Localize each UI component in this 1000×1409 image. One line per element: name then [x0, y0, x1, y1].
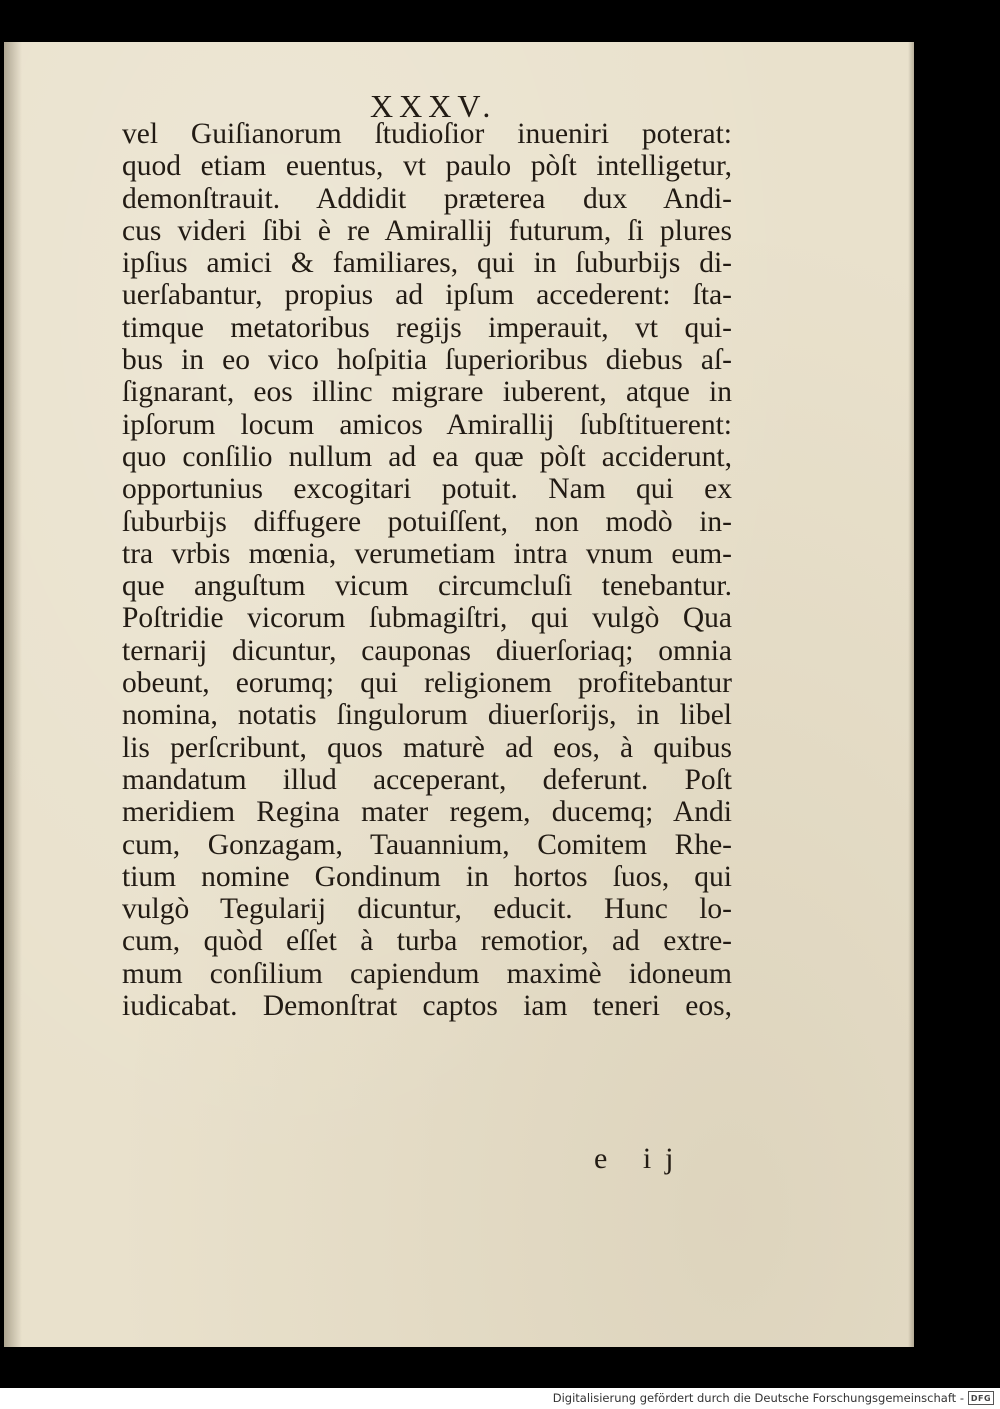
signature-mark: e ij	[594, 1142, 688, 1175]
body-text	[122, 118, 732, 1022]
text-line: tium nomine Gondinum in hortos ſuos, qui	[122, 860, 732, 893]
text-line: cum, Gonzagam, Tauannium, Comitem Rhe-	[122, 828, 732, 861]
text-line: bus in eo vico hoſpitia ſuperioribus diebus aſ-	[122, 344, 732, 377]
text-line: demonſtrauit. Addidit præterea dux Andi-	[122, 182, 732, 215]
text-line: ternarij dicuntur, cauponas diuerſoriaq; omnia	[122, 634, 732, 667]
footer-bar	[0, 1388, 1000, 1409]
text-line: ſuburbijs diffugere potuiſſent, non modò in-	[122, 505, 732, 538]
text-line: timque metatoribus regijs imperauit, vt qui-	[122, 311, 732, 344]
text-line: cum, quòd eſſet à turba remotior, ad extre-	[122, 925, 732, 958]
dfg-logo: DFG	[968, 1391, 994, 1405]
text-line: uerſabantur, propius ad ipſum accederent: ſta-	[122, 279, 732, 312]
text-line: Poſtridie vicorum ſubmagiſtri, qui vulgò Qua	[122, 602, 732, 635]
text-line: nomina, notatis ſingulorum diuerſorijs, in libel	[122, 699, 732, 732]
text-line: mum conſilium capiendum maximè idoneum	[122, 957, 732, 990]
text-line: lis perſcribunt, quos maturè ad eos, à quibus	[122, 731, 732, 764]
gutter-shadow	[4, 42, 22, 1347]
text-line: opportunius excogitari potuit. Nam qui ex	[122, 473, 732, 506]
text-line: quod etiam euentus, vt paulo pòſt intelligetur,	[122, 150, 732, 183]
funding-credit: Digitalisierung gefördert durch die Deutsche Forschungsgemeinschaft -	[552, 1391, 964, 1405]
text-line: vulgò Tegularij dicuntur, educit. Hunc lo-	[122, 893, 732, 926]
text-line: que anguſtum vicum circumcluſi tenebantur.	[122, 570, 732, 603]
text-line: tra vrbis mœnia, verumetiam intra vnum eum-	[122, 537, 732, 570]
text-line: iudicabat. Demonſtrat captos iam teneri eos,	[122, 990, 732, 1023]
text-line: cus videri ſibi è re Amirallij futurum, ſi plures	[122, 214, 732, 247]
folio-number: XXXV.	[370, 88, 497, 124]
text-line: vel Guiſianorum ſtudioſior inueniri poterat:	[122, 118, 732, 150]
text-line: meridiem Regina mater regem, ducemq; Andi	[122, 796, 732, 829]
text-line: quo conſilio nullum ad ea quæ pòſt acciderunt,	[122, 440, 732, 473]
page-edge	[908, 42, 914, 1347]
text-line: ipſius amici & familiares, qui in ſuburbijs di-	[122, 247, 732, 280]
text-line: ipſorum locum amicos Amirallij ſubſtituerent:	[122, 408, 732, 441]
text-line: mandatum illud acceperant, deferunt. Poſt	[122, 763, 732, 796]
text-line: ſignarant, eos illinc migrare iuberent, atque in	[122, 376, 732, 409]
text-line: obeunt, eorumq; qui religionem profitebantur	[122, 667, 732, 700]
